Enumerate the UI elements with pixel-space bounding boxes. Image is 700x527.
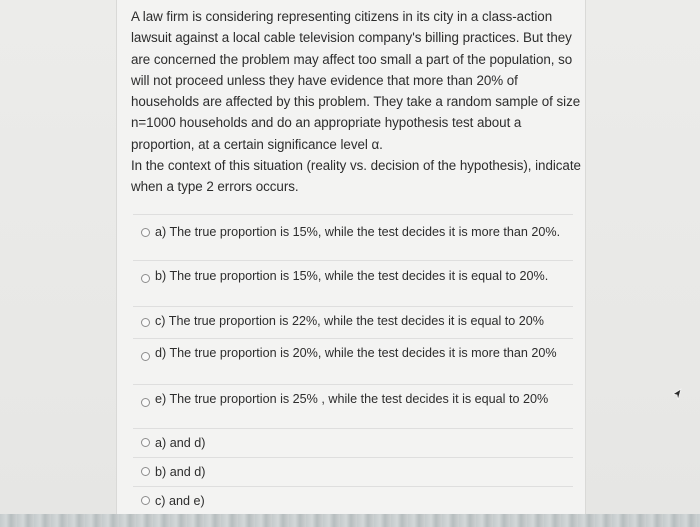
option-a-and-d[interactable] bbox=[133, 428, 573, 457]
option-d[interactable] bbox=[133, 338, 573, 384]
option-label: b) and d) bbox=[155, 465, 206, 479]
radio-button-icon[interactable] bbox=[141, 398, 150, 407]
option-b[interactable] bbox=[133, 260, 573, 306]
option-a[interactable] bbox=[133, 214, 573, 260]
question-text bbox=[131, 6, 581, 198]
option-label: c) and e) bbox=[155, 494, 205, 508]
question-paragraph-2: In the context of this situation (reality vs. decision of the hypothesis), indicate when a type 2 errors occurs. bbox=[131, 158, 581, 195]
radio-button-icon[interactable] bbox=[141, 228, 150, 237]
option-label: a) The true proportion is 15%, while the test decides it is more than 20%. bbox=[155, 225, 561, 239]
question-card bbox=[116, 0, 586, 514]
background-edge bbox=[0, 514, 700, 527]
mouse-pointer-icon bbox=[671, 388, 683, 402]
option-label: a) and d) bbox=[155, 436, 206, 450]
option-c[interactable] bbox=[133, 306, 573, 338]
option-c-and-e[interactable] bbox=[133, 486, 573, 515]
radio-button-icon[interactable] bbox=[141, 496, 150, 505]
option-b-and-d[interactable] bbox=[133, 457, 573, 486]
radio-button-icon[interactable] bbox=[141, 274, 150, 283]
radio-button-icon[interactable] bbox=[141, 438, 150, 447]
option-label: d) The true proportion is 20%, while the test decides it is more than 20% bbox=[155, 346, 557, 360]
answer-options bbox=[133, 214, 573, 515]
option-e[interactable] bbox=[133, 384, 573, 428]
radio-button-icon[interactable] bbox=[141, 318, 150, 327]
option-label: e) The true proportion is 25% , while the test decides it is equal to 20% bbox=[155, 392, 549, 406]
question-paragraph-1: A law firm is considering representing citizens in its city in a class-action lawsuit against a local cable television company's billing practices. But they are concerned the problem may affect too small a part of the population, so will not proceed unless they have evidence that more than 20% of households are affected by this problem. They take a random sample of size n=1000 households and do an appropriate hypothesis test about a proportion, at a certain significance level α. bbox=[131, 9, 581, 152]
option-label: b) The true proportion is 15%, while the test decides it is equal to 20%. bbox=[155, 269, 549, 283]
option-label: c) The true proportion is 22%, while the test decides it is equal to 20% bbox=[155, 314, 544, 328]
radio-button-icon[interactable] bbox=[141, 352, 150, 361]
radio-button-icon[interactable] bbox=[141, 467, 150, 476]
